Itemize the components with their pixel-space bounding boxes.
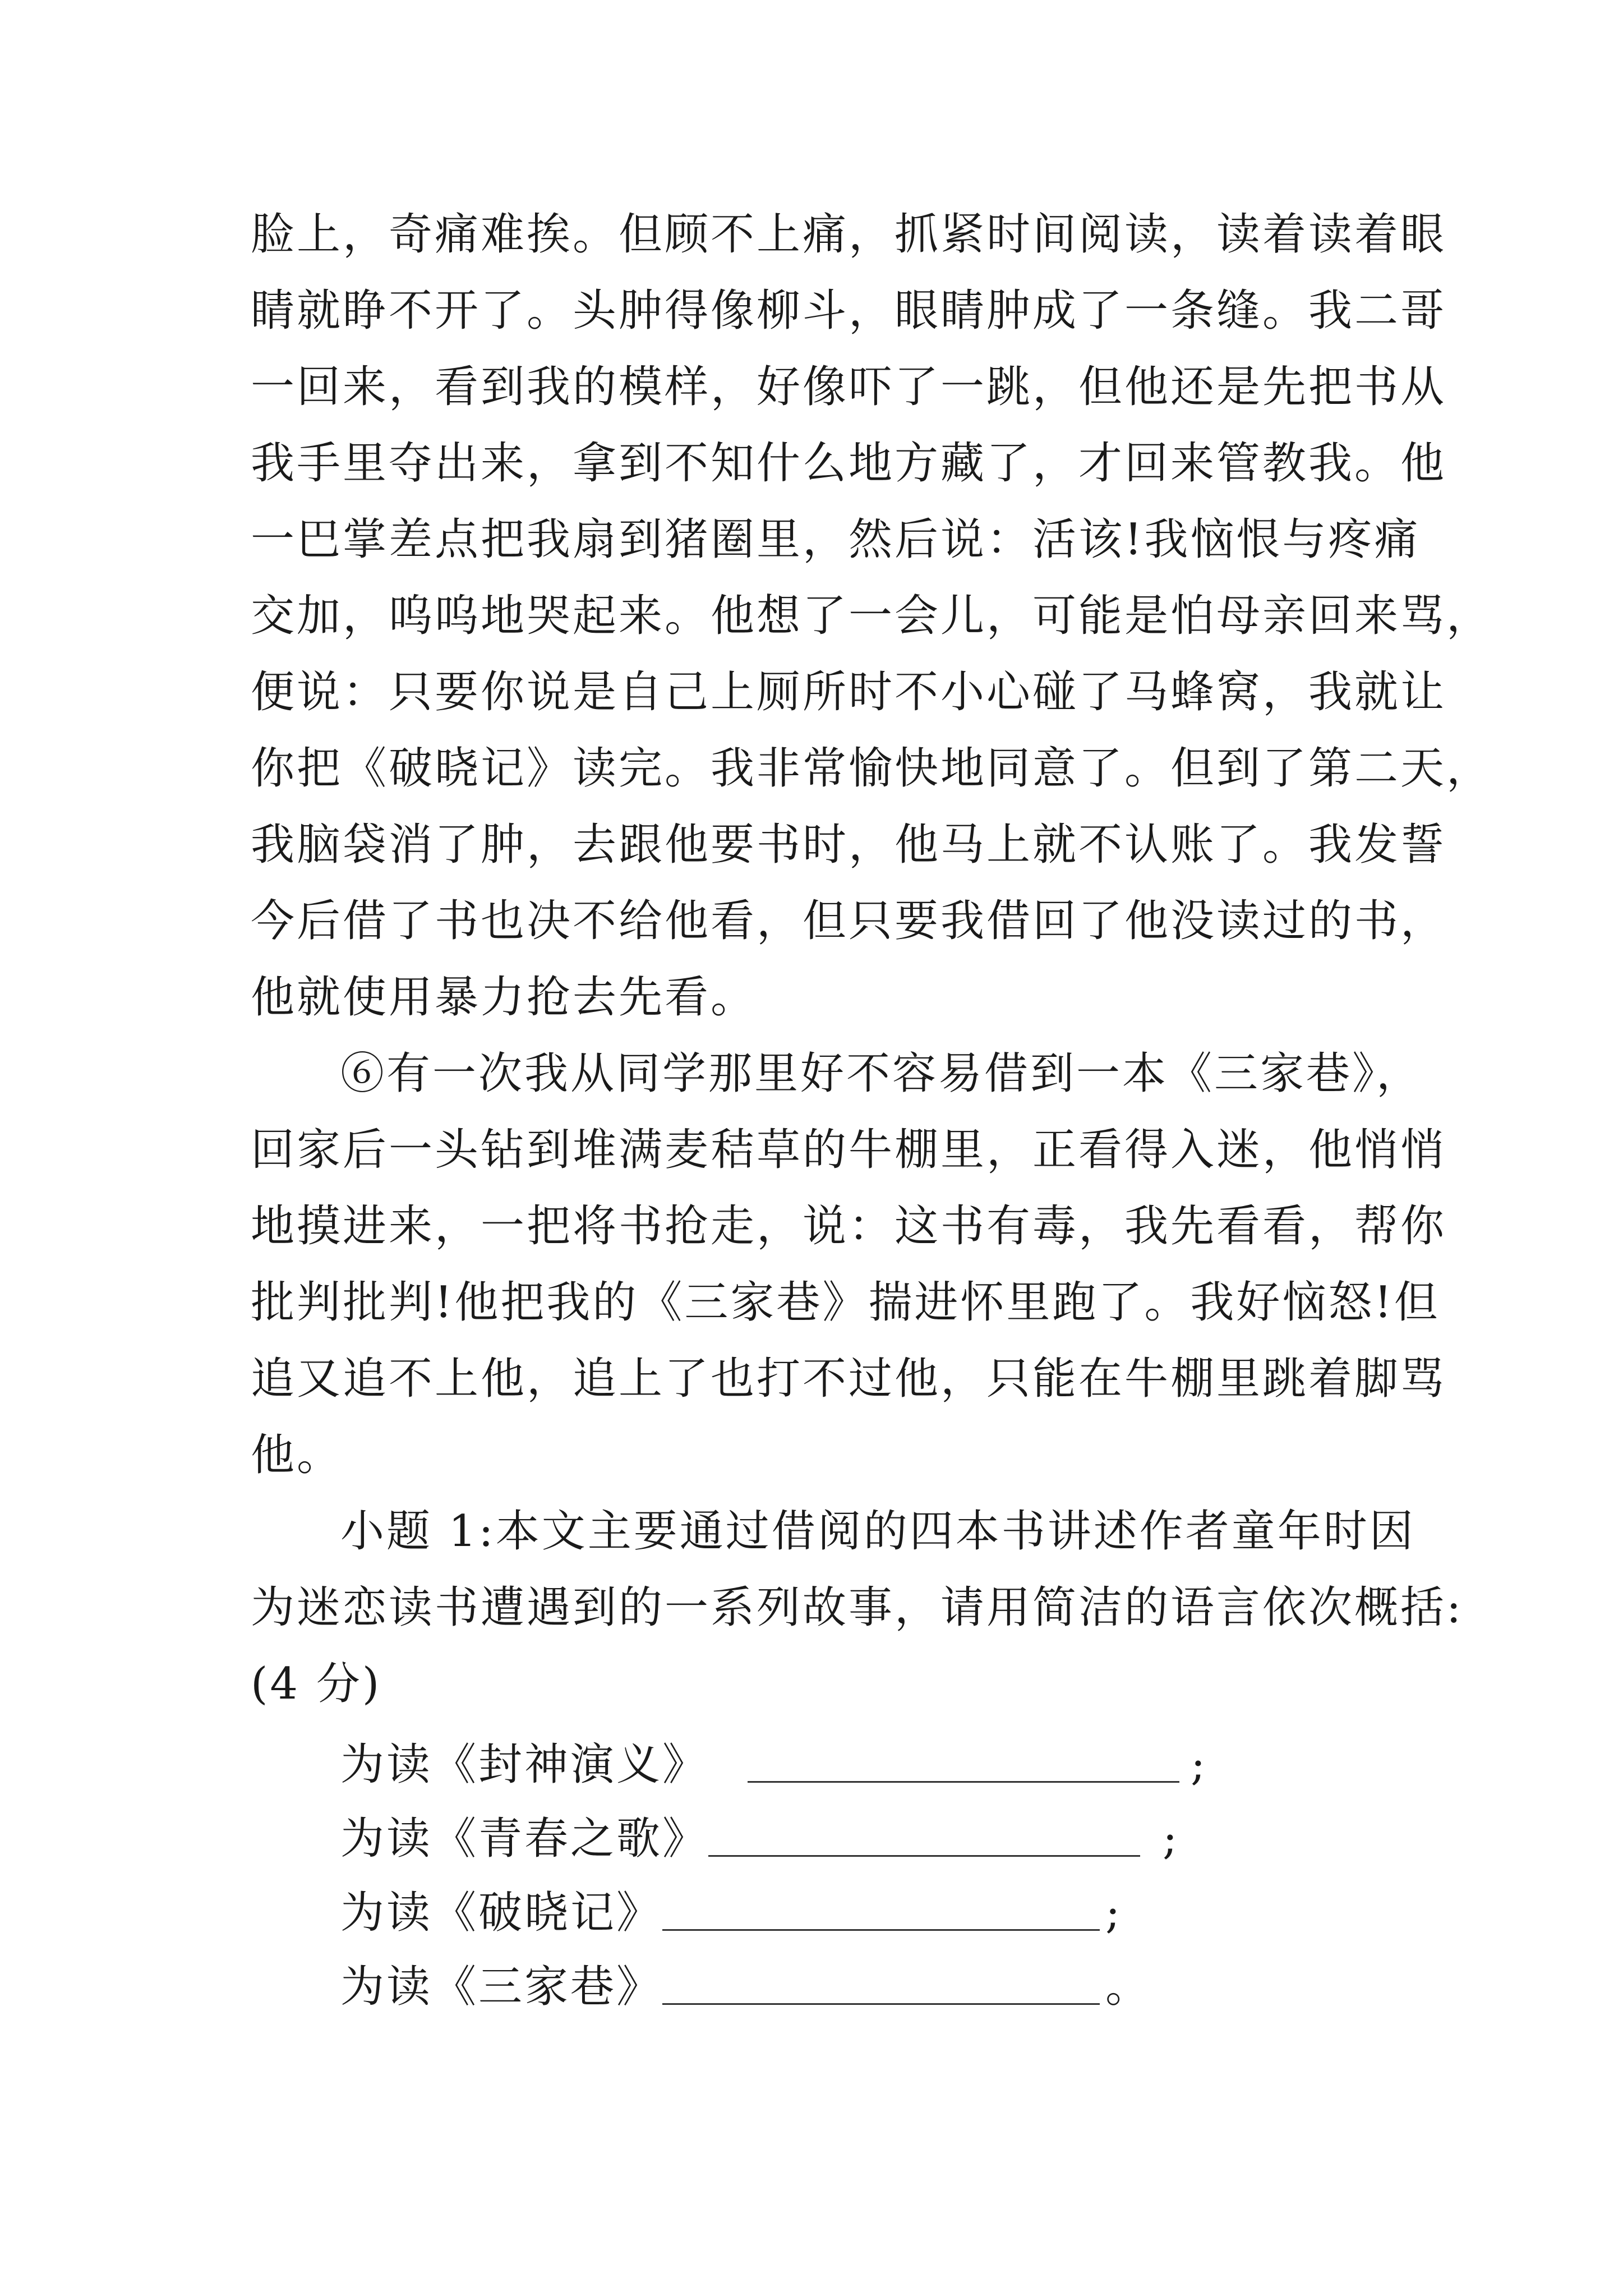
- answer-row: [251, 1802, 1389, 1876]
- answer-row: [251, 1876, 1389, 1950]
- answer-row: [251, 1950, 1389, 2024]
- text-line: 一回来，看到我的模样，好像吓了一跳，但他还是先把书从: [251, 362, 1447, 412]
- answer-suffix: ;: [1105, 1888, 1123, 1938]
- answer-list: [251, 1728, 1389, 2024]
- answer-row: [251, 1728, 1389, 1802]
- text-line: ⑥有一次我从同学那里好不容易借到一本《三家巷》，: [340, 1048, 1423, 1099]
- text-line: 交加，呜呜地哭起来。他想了一会儿，可能是怕母亲回来骂，: [251, 591, 1493, 641]
- answer-suffix: ;: [1163, 1814, 1180, 1864]
- question-text: 小题 1:本文主要通过借阅的四本书讲述作者童年时因: [340, 1506, 1415, 1557]
- text-line: 他。: [251, 1430, 343, 1480]
- answer-suffix: 。: [1105, 1962, 1152, 2012]
- paragraph-6: [251, 1036, 1447, 1493]
- text-line: 今后借了书也决不给他看，但只要我借回了他没读过的书，: [251, 896, 1447, 946]
- document-page: [251, 196, 1493, 2024]
- text-line: 脸上，奇痛难挨。但顾不上痛，抓紧时间阅读，读着读着眼: [251, 209, 1447, 260]
- text-line: 一巴掌差点把我扇到猪圈里，然后说：活该!我恼恨与疼痛: [251, 514, 1421, 565]
- answer-prefix: 为读《封神演义》: [340, 1740, 709, 1790]
- answer-blank[interactable]: [662, 1891, 1100, 1931]
- text-line: 便说：只要你说是自己上厕所时不小心碰了马蜂窝，我就让: [251, 667, 1447, 717]
- text-line: 我手里夺出来，拿到不知什么地方藏了，才回来管教我。他: [251, 438, 1447, 489]
- answer-prefix: 为读《青春之歌》: [340, 1814, 709, 1864]
- text-line: 追又追不上他，追上了也打不过他，只能在牛棚里跳着脚骂: [251, 1354, 1447, 1404]
- answer-prefix: 为读《破晓记》: [340, 1888, 663, 1938]
- text-line: 你把《破晓记》读完。我非常愉快地同意了。但到了第二天，: [251, 743, 1493, 794]
- answer-blank[interactable]: [748, 1743, 1179, 1783]
- answer-suffix: ;: [1191, 1740, 1208, 1790]
- text-line: 回家后一头钻到堆满麦秸草的牛棚里，正看得入迷，他悄悄: [251, 1125, 1447, 1175]
- answer-prefix: 为读《三家巷》: [340, 1962, 663, 2012]
- text-line: 批判批判!他把我的《三家巷》揣进怀里跑了。我好恼怒!但: [251, 1277, 1440, 1328]
- text-line: 睛就睁不开了。头肿得像柳斗，眼睛肿成了一条缝。我二哥: [251, 286, 1447, 336]
- paragraph-5: [251, 196, 1493, 1036]
- answer-blank[interactable]: [708, 1817, 1140, 1857]
- text-line: 我脑袋消了肿，去跟他要书时，他马上就不认账了。我发誓: [251, 820, 1447, 870]
- question-score: (4 分): [251, 1659, 382, 1709]
- text-line: 他就使用暴力抢去先看。: [251, 972, 757, 1023]
- text-line: 地摸进来，一把将书抢走，说：这书有毒，我先看看，帮你: [251, 1201, 1447, 1251]
- question-1: [251, 1493, 1464, 1722]
- answer-blank[interactable]: [662, 1965, 1100, 2005]
- question-text: 为迷恋读书遭遇到的一系列故事，请用简洁的语言依次概括:: [251, 1582, 1464, 1633]
